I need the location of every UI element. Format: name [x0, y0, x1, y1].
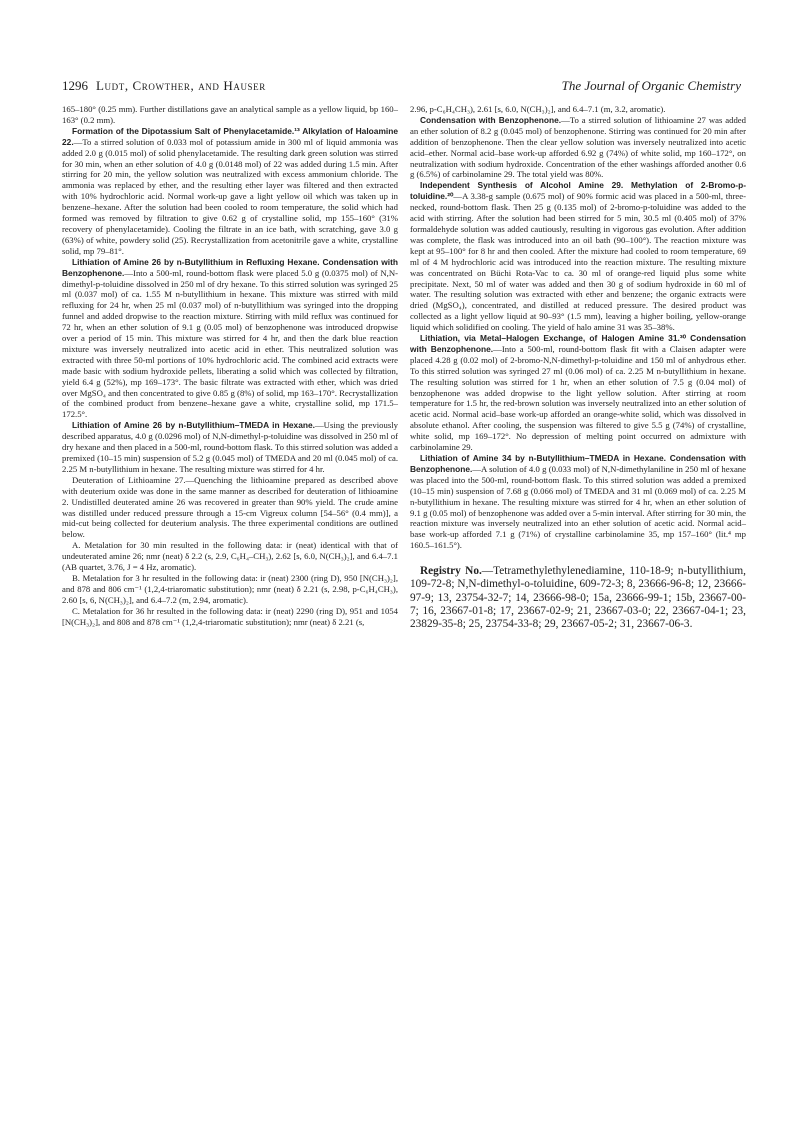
paragraph	[62, 540, 398, 573]
left-column	[62, 104, 398, 628]
paragraph	[62, 573, 398, 606]
paragraph	[410, 104, 746, 115]
paragraph	[62, 606, 398, 628]
registry-label: Registry No.	[420, 565, 482, 578]
paragraph	[62, 126, 398, 257]
paragraph-text: 165–180° (0.25 mm). Further distillations gave an analytical sample as a yellow liquid, bp 160–163° (0.2 mm).	[62, 104, 398, 125]
paragraph-text: —A solution of 4.0 g (0.033 mol) of N,N-dimethylaniline in 250 ml of hexane was placed into the 500-ml, round-bottom flask. To this stirred solution was added a premixed (10–15 min) suspension of 7.68 g (0.066 mol) of TMEDA and 31 ml (0.069 mol) of ca. 2.25 M n-butyllithium in hexane. The resulting mixture was stirred for 4 hr, when an ether solution of 9.1 g (0.05 mol) of benzophenone was added over a 5-min interval. After stirring for 30 min, the reaction mixture was inversely neutralized into an ether solution of acetic acid. Normal acid–base work-up afforded 7.1 g (71%) of crystalline carbinolamine 35, mp 157–160° (lit.⁴ mp 160.5–161.5°).	[410, 463, 746, 551]
page-number: 1296	[62, 78, 88, 93]
paragraph-text: Deuteration of Lithioamine 27.—Quenching the lithioamine prepared as described above with deuterium oxide was done in the same manner as described for deuteration of lithioamine 2. Undistilled deuterated amine 26 was recovered in greater than 90% yield. The crude amine was distilled under reduced pressure through a 15-cm Vigreux column [54–56° (0.4 mm)], a mid-cut being collected for deuterium analysis. The three experimental conditions are outlined below.	[62, 474, 398, 540]
paragraph-text: A. Metalation for 30 min resulted in the following data: ir (neat) identical with that of undeuterated amine 26; nmr (neat) δ 2.2 (s, 2.9, C₆H₄–CH₃), 2.62 [s, 6.0, N(CH₃)₂], and 6.4–7.1 (AB quartet, 3.76, J = 4 Hz, aromatic).	[62, 540, 398, 573]
paragraph	[62, 420, 398, 475]
paragraph-text: B. Metalation for 3 hr resulted in the following data: ir (neat) 2300 (ring D), 950 [N(CH₃)₂], and 878 and 806 cm⁻¹ (1,2,4-triaromatic substitution); nmr (neat) δ 2.21 (s, 2.98, p-C₆H₄CH₃), 2.60 [s, 6, N(CH₃)₂], and 6.4–7.2 (m, 2.94, aromatic).	[62, 572, 398, 605]
run-in-heading: Lithiation of Amine 34 by n-Butyllithium–TMEDA in Hexane. Condensation with Benzophenone.	[410, 453, 746, 474]
paragraph-text: —Using the previously described apparatus, 4.0 g (0.0296 mol) of N,N-dimethyl-p-toluidine was dissolved in 250 ml of dry hexane and then placed in a 500-ml, round-bottom flask. To this stirred solution was added a premixed (10–15 min) suspension of 5.2 g (0.045 mol) of TMEDA and 20 ml (0.045 mol) of ca. 2.25 M n-butyllithium in hexane. The resulting mixture was stirred for 4 hr.	[62, 420, 398, 474]
paragraph-text: —Into a 500-ml, round-bottom flask were placed 5.0 g (0.0375 mol) of N,N-dimethyl-p-toluidine dissolved in 250 ml of dry hexane. To this stirred solution was syringed 25 ml (0.037 mol) of ca. 1.55 M n-butyllithium in hexane. This mixture was stirred with mild refluxing for 24 hr, when 25 ml (0.037 mol) of n-butyllithium was syringed into the dropping funnel and added dropwise to the reaction mixture. Stirring with mild reflux was continued for 72 hr, when an ether solution of 9.1 g (0.05 mol) of benzophenone was introduced dropwise over a period of 15 min. This mixture was stirred for 4 hr, and then the dark blue reaction mixture was inversely neutralized into acetic acid in ether. This neutralized solution was extracted with three 50-ml portions of 10% hydrochloric acid. The combined acid extracts were made basic with sodium hydroxide pellets, liberating a solid which was collected by filtration, yield 6.4 g (52%), mp 169–173°. The basic filtrate was extracted with ether, which was dried over MgSO₄ and then concentrated to give 0.85 g (8%) of solid, mp 163–170°. Recrystallization of the combined product from benzene–hexane gave a white, crystalline solid, mp 171.5–172.5°.	[62, 267, 398, 420]
right-column	[410, 104, 746, 631]
run-in-heading: Condensation with Benzophenone.	[420, 114, 562, 125]
paragraph	[62, 104, 398, 126]
paragraph-text: —To a stirred solution of lithioamine 27 was added an ether solution of 8.2 g (0.045 mol) of benzophenone. Stirring was continued for 20 min after addition of benzophenone. Then the clear yellow solution was inversely neutralized into acetic acid–ether. Normal acid–base work-up afforded 6.92 g (74%) of white solid, mp 160–172°, on neutralization with sodium hydroxide. Concentration of the ether washings afforded another 0.6 g (6.5%) of carbinolamine 29. The total yield was 80%.	[410, 114, 747, 180]
paragraph	[62, 257, 398, 421]
paragraph-text: 2.96, p-C₆H₄CH₃), 2.61 [s, 6.0, N(CH₃)₂], and 6.4–7.1 (m, 3.2, aromatic).	[410, 104, 666, 114]
run-in-heading: Independent Synthesis of Alcohol Amine 29. Methylation of 2-Bromo-p-toluidine.²⁰	[410, 180, 746, 202]
registry-numbers	[410, 565, 746, 631]
paragraph-text: —Into a 500-ml, round-bottom flask fit with a Claisen adapter were placed 4.28 g (0.02 mol) of 2-bromo-N,N-dimethyl-p-toluidine and 150 ml of anhydrous ether. To this stirred solution was syringed 27 ml (0.06 mol) of ca. 2.25 M n-butyllithium in hexane. The resulting solution was stirred for 1 hr, when an ether solution of 7.5 g (0.04 mol) of benzophenone was added dropwise to the light yellow solution. After stirring at room temperature for 1.5 hr, the red-brown solution was inversely neutralized into an ether solution of acetic acid. Normal acid–base work-up afforded an orange-white solid, which was dissolved in absolute ethanol. After cooling, the suspension was filtered to give 5.5 g (74%) of crystalline, white solid, mp 169–172°. No depression of melting point occurred on admixture with carbinolamine 29.	[410, 343, 746, 453]
running-head	[62, 78, 741, 96]
paragraph	[62, 475, 398, 540]
run-in-heading: Lithiation, via Metal–Halogen Exchange, of Halogen Amine 31.³⁰ Condensation with Benzophenone.	[410, 333, 746, 354]
run-in-heading: Formation of the Dipotassium Salt of Phenylacetamide.¹³ Alkylation of Haloamine 22.	[62, 125, 398, 147]
paragraph	[410, 333, 746, 453]
paragraph-text: —To a stirred solution of 0.033 mol of potassium amide in 300 ml of liquid ammonia was added 2.0 g (0.015 mol) of solid phenylacetamide. The resulting dark green solution was stirred for 30 min, when an ether solution of 4.0 g (0.0148 mol) of 22 was added during 1.5 min. After stirring for 20 min, the yellow solution was neutralized with excess ammonium chloride. The ammonia was replaced by ether, and the resulting ether layer was filtered and then extracted with 10% hydrochloric acid. Normal work-up gave a light yellow oil which was taken up in benzene–hexane. After the solution had been cooled to room temperature, the solid which had formed was removed by filtration to give 0.62 g of crystalline solid, mp 155–160° (31% recovery of phenylacetamide). Cooling the filtrate in an ice bath, with scratching, gave 3.0 g (63%) of white, powdery solid (25). Recrystallization from acetonitrile gave a white, crystalline solid, mp 79–81°.	[62, 136, 398, 256]
paragraph-text: —A 3.38-g sample (0.675 mol) of 90% formic acid was placed in a 500-ml, three-necked, round-bottom flask. Then 25 g (0.135 mol) of 2-bromo-p-toluidine was added to the acid with stirring. After the solution had been stirred for 5 min, 30.5 ml (0.405 mol) of 37% formaldehyde solution was added cautiously, resulting in vigorous gas evolution. After addition was complete, the flask was introduced into an oil bath (90–100°). The reaction mixture was kept at 95–100° for 8 hr and then cooled. After the mixture had cooled to room temperature, 69 ml of 4 M hydrochloric acid was introduced into the reaction mixture. The resulting mixture was concentrated on Büchi Rota-Vac to ca. 30 ml of orange-red liquid plus some white precipitate. Next, 50 ml of water was added and then 30 g of sodium hydroxide in 60 ml of water. The resulting solution was extracted with ether and benzene; the organic extracts were dried (MgSO₄), concentrated, and distilled at reduced pressure. The desired product was collected as a light yellow liquid at 90–93° (1.5 mm), leaving a higher boiling, yellow-orange liquid which solidified on cooling. The yield of halo amine 31 was 35–38%.	[410, 191, 746, 333]
running-head-authors: Ludt, Crowther, and Hauser	[96, 78, 266, 93]
paragraph-text: C. Metalation for 36 hr resulted in the following data: ir (neat) 2290 (ring D), 951 and 1054 [N(CH₃)₂], and 808 and 878 cm⁻¹ (1,2,4-triaromatic substitution); nmr (neat) δ 2.21 (s,	[62, 605, 398, 627]
registry-text: —Tetramethylethylenediamine, 110-18-9; n-butyllithium, 109-72-8; N,N-dimethyl-o-toluidine, 609-72-3; 8, 23666-96-8; 12, 23666-97-9; 13, 23754-32-7; 14, 23666-98-0; 15a, 23666-99-1; 15b, 23667-00-7; 16, 23667-01-8; 17, 23667-02-9; 21, 23667-03-0; 22, 23667-04-1; 23, 23829-35-8; 25, 23754-33-8; 29, 23667-05-2; 31, 23667-06-3.	[410, 565, 746, 630]
paragraph	[410, 453, 746, 551]
right-column-paragraphs	[410, 104, 746, 551]
journal-title: The Journal of Organic Chemistry	[561, 78, 741, 93]
run-in-heading: Lithiation of Amine 26 by n-Butyllithium in Refluxing Hexane. Condensation with Benzophenone.	[62, 256, 398, 278]
run-in-heading: Lithiation of Amine 26 by n-Butyllithium–TMEDA in Hexane.	[72, 420, 315, 431]
paragraph	[410, 180, 746, 333]
paragraph	[410, 115, 746, 180]
